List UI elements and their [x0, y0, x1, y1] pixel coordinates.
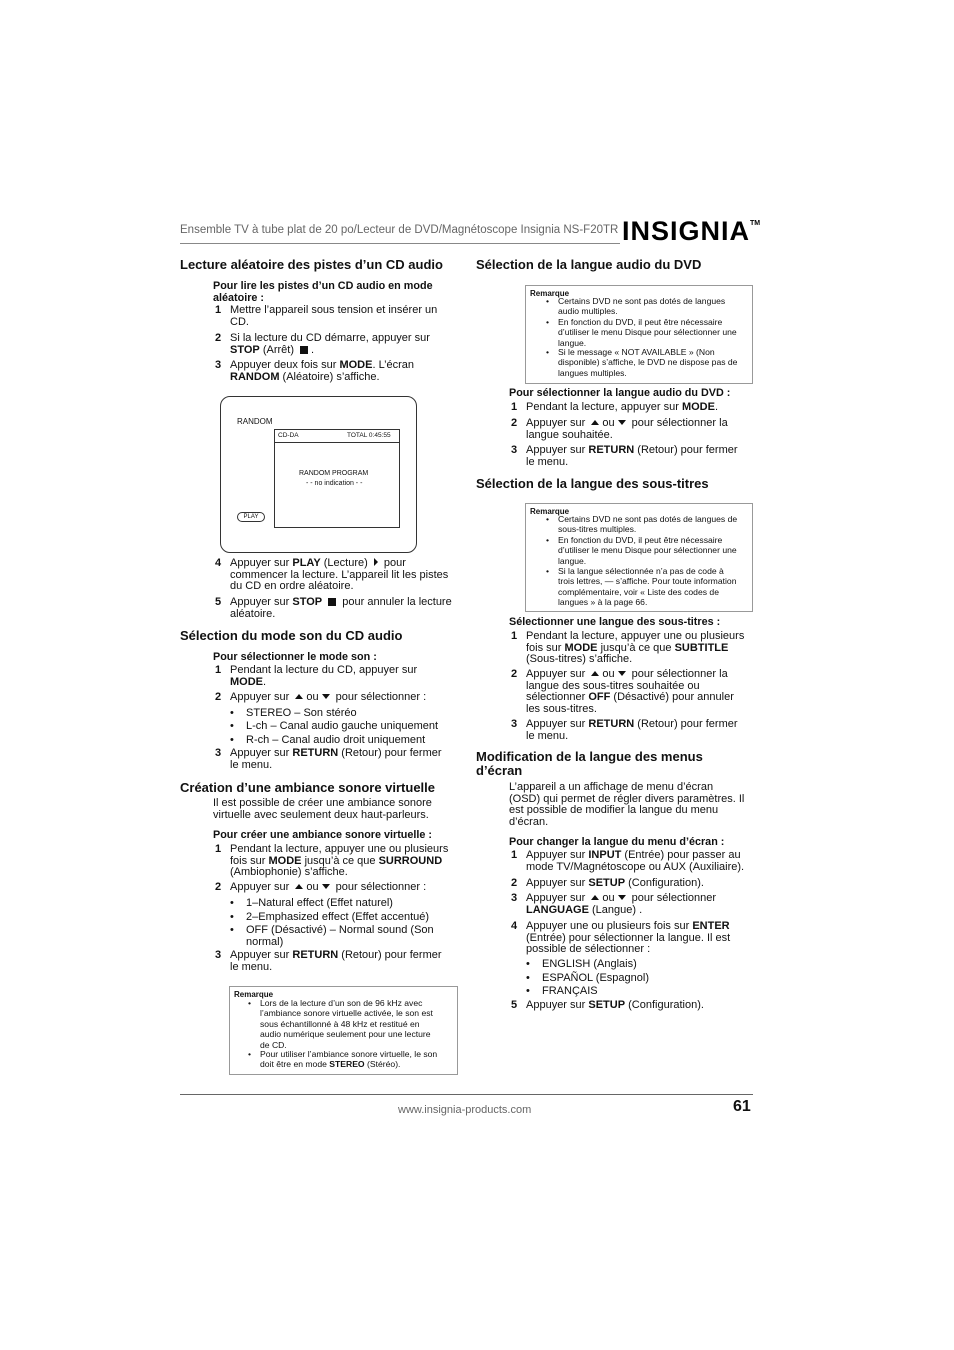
- down-arrow-icon: [322, 694, 330, 699]
- play-icon: [374, 558, 378, 566]
- down-arrow-icon: [322, 884, 330, 889]
- section-title-subtitles: Sélection de la langue des sous-titres: [476, 476, 709, 491]
- down-arrow-icon: [618, 671, 626, 676]
- note-title: Remarque: [530, 289, 570, 298]
- screen-cdda: CD-DA: [278, 432, 299, 439]
- subtitle-dvd-audio: Pour sélectionner la langue audio du DVD :: [509, 387, 731, 399]
- subtitle-menu-language: Pour changer la langue du menu d’écran :: [509, 836, 725, 848]
- screen-no-indication: - - no indication - -: [306, 480, 363, 487]
- screen-random-label: RANDOM: [237, 417, 273, 426]
- section-title-virtual-surround: Création d’une ambiance sonore virtuelle: [180, 780, 436, 795]
- screen-play-button: PLAY: [237, 512, 265, 522]
- up-arrow-icon: [591, 895, 599, 900]
- subtitle-sound-mode: Pour sélectionner le mode son :: [213, 651, 377, 663]
- note-title: Remarque: [530, 507, 570, 516]
- logo-text: INSIGNIA: [622, 216, 751, 246]
- up-arrow-icon: [591, 671, 599, 676]
- note-box-dvd-audio: Remarque • Certains DVD ne sont pas dotés de langues audio multiples. • En fonction du DVD, il peut être nécessaire d’utiliser le menu Disque pour sélectionner une langue. • Si le message « NOT AVAILABLE » (Non disponible) s’affiche, le DVD ne dispose pas de langues multiples.: [525, 285, 753, 384]
- screen-random-program: RANDOM PROGRAM: [299, 470, 369, 477]
- subtitle-virtual-surround: Pour créer une ambiance sonore virtuelle :: [213, 829, 433, 841]
- up-arrow-icon: [591, 420, 599, 425]
- logo-tm: TM: [750, 220, 761, 227]
- section-title-random: Lecture aléatoire des pistes d’un CD audio: [180, 257, 443, 272]
- note-box-subtitles: Remarque • Certains DVD ne sont pas dotés de langues de sous-titres multiples. • En fonction du DVD, il peut être nécessaire d’utiliser le menu Disque pour sélectionner une langue. • Si la langue sélectionnée n’a pas de code à trois lettres, — s’affiche. Pour toute information complémentaire, voir « Liste des codes de langues » à la page 66.: [525, 503, 753, 612]
- insignia-logo: [622, 216, 760, 247]
- stop-icon: [328, 598, 336, 606]
- screen-total: TOTAL 0:45:55: [347, 432, 391, 439]
- up-arrow-icon: [295, 884, 303, 889]
- intro-virtual-surround: Il est possible de créer une ambiance sonore virtuelle avec seulement deux haut-parleurs.: [213, 797, 432, 821]
- up-arrow-icon: [295, 694, 303, 699]
- section-title-menu-language: Modification de la langue des menus d’écran: [476, 749, 703, 778]
- subtitle-random: Pour lire les pistes d’un CD audio en mode aléatoire :: [213, 280, 433, 304]
- stop-icon: [300, 346, 308, 354]
- header-rule: [180, 243, 620, 244]
- note-box-virtual-surround: Remarque • Lors de la lecture d’un son de 96 kHz avec l’ambiance sonore virtuelle activée, le son est sous échantillonné à 48 kHz et restitué en audio numérique seulement pour une lecture de CD. • Pour utiliser l’ambiance sonore virtuelle, le son doit être en mode STEREO (Stéréo).: [229, 986, 458, 1075]
- subtitle-subtitles: Sélectionner une langue des sous-titres :: [509, 616, 721, 628]
- section-title-sound-mode: Sélection du mode son du CD audio: [180, 628, 403, 643]
- screen-panel: [274, 429, 400, 528]
- page-number: 61: [733, 1098, 751, 1115]
- footer-url[interactable]: www.insignia-products.com: [398, 1104, 532, 1116]
- down-arrow-icon: [618, 895, 626, 900]
- running-header: Ensemble TV à tube plat de 20 po/Lecteur de DVD/Magnétoscope Insignia NS-F20TR: [180, 224, 619, 236]
- footer-rule: [180, 1094, 753, 1095]
- note-title: Remarque: [234, 990, 274, 999]
- intro-menu-language: L’appareil a un affichage de menu d’écran (OSD) qui permet de régler divers paramètres. Il est possible de modifier la langue du menu d’écran.: [509, 781, 745, 828]
- random-screen-illustration: [220, 396, 417, 553]
- section-title-dvd-audio: Sélection de la langue audio du DVD: [476, 257, 702, 272]
- down-arrow-icon: [618, 420, 626, 425]
